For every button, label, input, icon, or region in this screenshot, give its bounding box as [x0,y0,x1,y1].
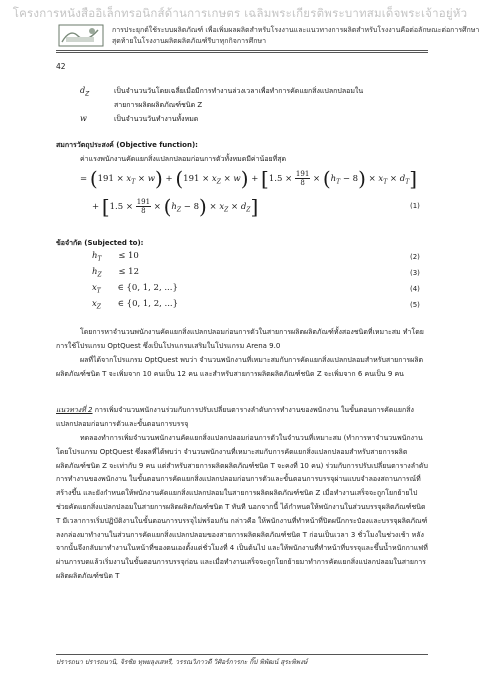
objective-equation-line-2: + [1.5 × $\frac{191}{8}$ × $(h_Z - 8) \times x_Z \times d_Z$] [92,194,259,219]
equation-number-5: (5) [410,301,420,309]
equation-number-3: (3) [410,269,420,277]
constraint-row: $h_Z \le 12$ [92,267,139,279]
def-dz-symbol: $d_Z$ [80,86,90,98]
constraint-row: $h_T \le 10$ [92,251,139,263]
watermark: โครงการหนังสืออิเล็กทรอนิกส์ด้านการเกษตร เฉลิมพระเกียรติพระบาทสมเด็จพระเจ้าอยู่หัว [12,6,468,20]
equation-number-1: (1) [410,202,420,210]
def-w-text: เป็นจำนวนวันทำงานทั้งหมด [114,115,199,123]
def-dz-text: เป็นจำนวนวันโดยเฉลี่ยเมื่อมีการทำงานล่วงเวลาเพื่อทำการคัดแยกสิ่งแปลกปลอมใน [114,87,364,95]
equation-number-4: (4) [410,285,420,293]
constraints-heading: ข้อจำกัด (Subjected to): [56,239,144,247]
footer-authors: ปรารถนา ปรารถนานิ, จิรชัย ทุพยลุงเสหรี, วรรณวิภาวดี วิศิอร์การกะ กิ๊ป พิพัฒน์ สุระพิพงษ์ [56,658,308,666]
approach-2-label: แนวทางที่ 2 [56,406,93,414]
constraint-row: $x_Z$ ∈ {0, 1, 2, ...} [92,299,179,311]
page-number: 42 [56,62,66,71]
objective-description: ค่าแรงพนักงานคัดแยกสิ่งแปลกปลอมก่อนการตัวทั้งหมดมีค่าน้อยที่สุด [80,155,287,163]
paragraph-optquest-result: ผลที่ได้จากโปรแกรม OptQuest พบว่า จำนวนพนักงานที่เหมาะสมกับการคัดแยกสิ่งแปลกปลอมสำหรับสายการผลิตผลิตภัณฑ์ชนิด T จะเพิ่มจาก 10 คนเป็น 12 คน และสำหรับสายการผลิตผลิตภัณฑ์ชนิด Z จะเพิ่มจาก 6 คนเป็น 9 คน [56,356,424,378]
objective-equation-line-1: = $(191 \times x_T \times w) + (191 \times x_Z \times w) + [1.5$ × $\frac{191}{8}$ × $(h_T - 8) \times x_T \times d_T$] [80,166,418,191]
equation-number-2: (2) [410,253,420,261]
def-w-symbol: w [80,114,87,123]
footer-rule [56,654,428,655]
header-rule [56,50,428,51]
header-line-1: การประยุกต์ใช้ระบบผลิตภัณฑ์ เพื่อเพิ่มผลผลิตสำหรับโรงงานและแนวทางการผลิตสำหรับโรงงานคือต่อลักษณะต่อการศึกษา [112,26,480,34]
journal-header [112,25,479,47]
constraint-row: $x_T$ ∈ {0, 1, 2, ...} [92,283,178,295]
header-rule-2 [56,52,428,53]
def-dz-text-2: สายการผลิตผลิตภัณฑ์ชนิด Z [114,101,203,109]
approach-2-body: ทดลองทำการเพิ่มจำนวนพนักงานคัดแยกสิ่งแปลกปลอมก่อนการตัวในจำนวนที่เหมาะสม (ทำการหาจำนวนพนักงานโดยโปรแกรม OptQuest ซึ่งผลที่ได้พบว่า จำนวนพนักงานที่เหมาะสมกับการคัดแยกสิ่งแปลกปลอมสำหรับสายการผลิตผลิตภัณฑ์ชนิด Z จะเท่ากับ 9 คน แต่สำหรับสายการผลิตผลิตภัณฑ์ชนิด T จะคงที่ 10 คน) ร่วมกับการปรับเปลี่ยนตารางลำดับการทำงานของพนักงาน ในขั้นตอนการคัดแยกสิ่งแปลกปลอมก่อนการตัวและขั้นตอนการบรรจุผ่านแบบจำลองสถานการณ์ที่สร้างขึ้น และยังกำหนดให้พนักงานคัดแยกสิ่งแปลกปลอมในสายการผลิตผลิตภัณฑ์ชนิด Z เมื่อทำงานเสร็จจะถูกโยกย้ายไปช่วยคัดแยกสิ่งแปลกปลอมในสายการผลิตผลิตภัณฑ์ชนิด T ทันที นอกจากนี้ ได้กำหนดให้พนักงานในส่วนบรรจุผลิตภัณฑ์ชนิด T มีเวลาการเริ่มปฏิบัติงานในขั้นตอนการบรรจุไม่พร้อมกัน กล่าวคือ ให้พนักงานที่ทำหน้าที่ปิดผนึกกระป๋องและบรรจุผลิตภัณฑ์ลงกล่องมาทำงานในส่วนการคัดแยกสิ่งแปลกปลอมของสายการผลิตผลิตภัณฑ์ชนิด T ก่อนเป็นเวลา 3 ชั่วโมงในช่วงเช้า หลังจากนั้นจึงกลับมาทำงานในหน้าที่ของตนเองตั้งแต่ชั่วโมงที่ 4 เป็นต้นไป และให้พนักงานที่ทำหน้าที่บรรจุและขึ้นน้ำหนักกาแฟที่ผ่านการบดแล้วเริ่มงานในขั้นตอนการบรรจุก่อน และเมื่อทำงานเสร็จจะถูกโยกย้ายมาทำการคัดแยกสิ่งแปลกปลอมในสายการผลิตผลิตภัณฑ์ชนิด T [56,434,428,580]
approach-2-title: การเพิ่มจำนวนพนักงานร่วมกับการปรับเปลี่ยนตารางลำดับการทำงานของพนักงาน ในขั้นตอนการคัดแยกสิ่งแปลกปลอมก่อนการตัวและขั้นตอนการบรรจุ [56,406,414,428]
paragraph-optquest-method: โดยการหาจำนวนพนักงานคัดแยกสิ่งแปลกปลอมก่อนการตัวในสายการผลิตผลิตภัณฑ์ทั้งสองชนิดที่เหมาะสม ทำโดยการใช้โปรแกรม OptQuest ซึ่งเป็นโปรแกรมเสริมในโปรแกรม Arena 9.0 [56,328,424,350]
objective-heading: สมการวัตถุประสงค์ (Objective function): [56,141,198,149]
fraction-191-over-8: $\frac{191}{8}$ [295,170,310,187]
fraction-191-over-8-b: $\frac{191}{8}$ [136,198,151,215]
institution-logo [58,22,104,48]
header-line-2: สุดท้ายในโรงงานผลิตผลิตภัณฑ์รีบาทุกกิจการศึกษา [112,37,267,45]
approach-2-heading [56,404,428,432]
